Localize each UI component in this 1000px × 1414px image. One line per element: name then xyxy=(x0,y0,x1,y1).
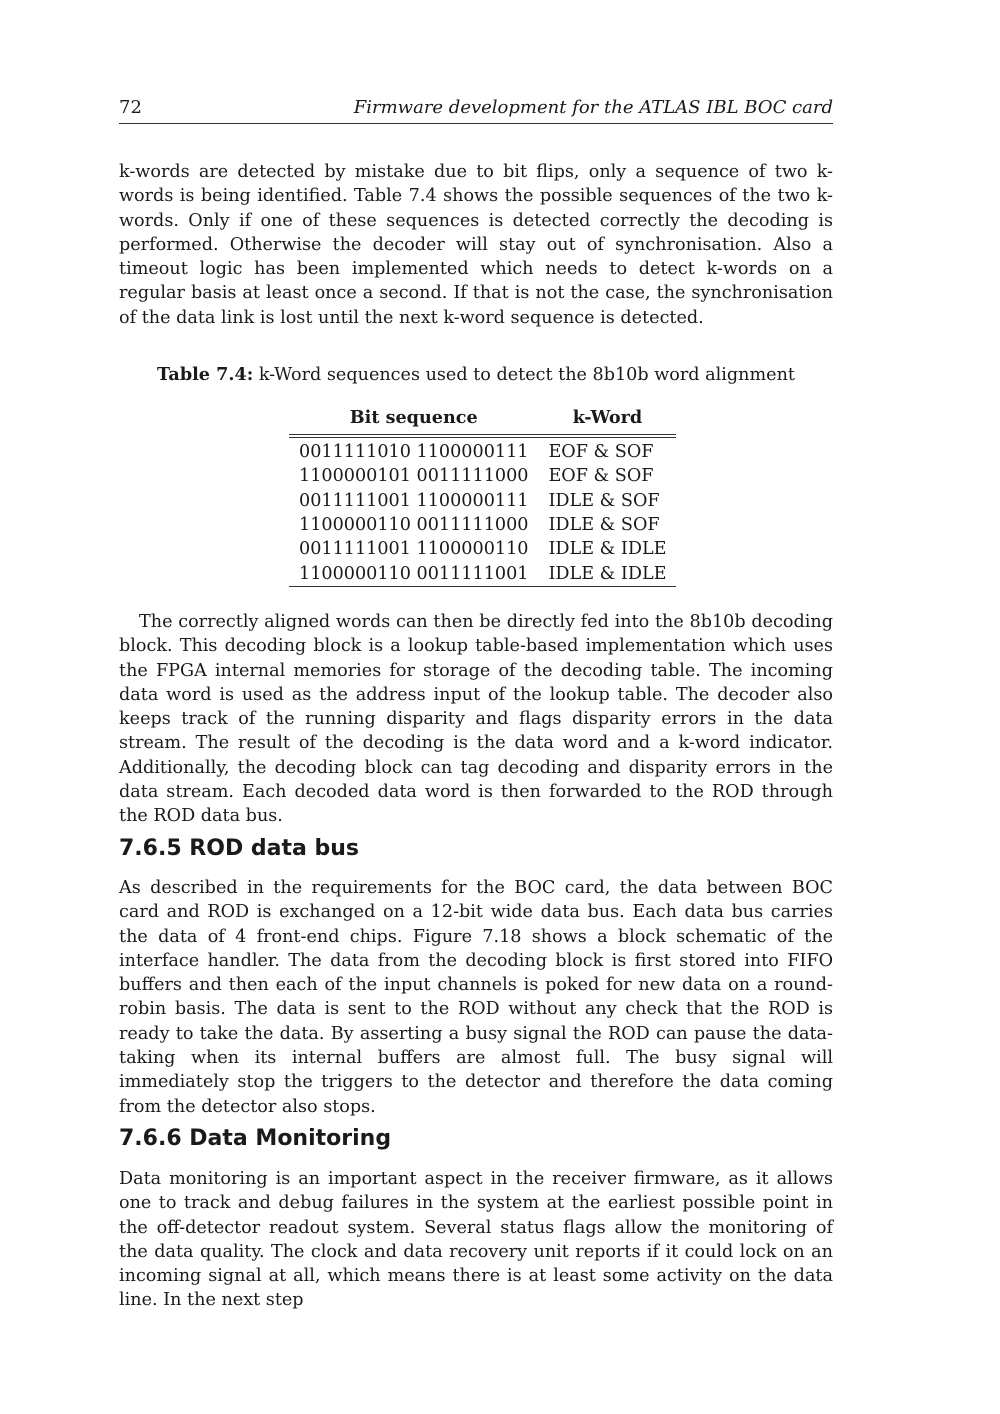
bit-sequence-cell: 1100000110 0011111000 xyxy=(299,515,529,536)
k-word-cell: IDLE & SOF xyxy=(548,515,660,536)
paragraph-rod-data-bus: As described in the requirements for the BOC card, the data between BOC card and ROD is exchanged on a 12-bit wide data bus. Each data bus carries the data of 4 front-end chips. Figure 7.18 shows a block schematic of the interface handler. The data from the decoding block is first stored into FIFO buffers and then each of the input channels is poked for new data on a round-robin basis. The data is sent to the ROD without any check that the ROD is ready to take the data. By asserting a busy signal the ROD can pause the data-taking when its internal buffers are almost full. The busy signal will immediately stop the triggers to the detector and therefore the data coming from the detector also stops. xyxy=(119,878,833,1117)
table-row xyxy=(289,464,676,488)
bit-sequence-cell: 1100000101 0011111000 xyxy=(299,466,529,487)
table-header-row xyxy=(289,404,676,436)
section-heading-data-monitoring: 7.6.6 Data Monitoring xyxy=(119,1126,392,1151)
bit-sequence-cell: 0011111010 1100000111 xyxy=(299,442,529,463)
kword-sequence-table xyxy=(289,404,676,587)
bit-sequence-cell: 1100000110 0011111001 xyxy=(289,561,538,586)
table-row xyxy=(289,436,676,464)
paragraph-data-monitoring: Data monitoring is an important aspect in the receiver firmware, as it allows one to track and debug failures in the system at the earliest possible point in the off-detector readout system. Several status flags allow the monitoring of the data quality. The clock and data recovery unit reports if it could lock on an incoming signal at all, which means there is at least some activity on the data line. In the next step xyxy=(119,1169,833,1311)
k-word-cell: EOF & SOF xyxy=(548,442,654,463)
column-header-bit-sequence: Bit sequence xyxy=(289,404,538,436)
bit-sequence-cell: 0011111001 1100000111 xyxy=(299,490,529,511)
running-title: Firmware development for the ATLAS IBL BOC card xyxy=(353,97,833,118)
k-word-cell: IDLE & SOF xyxy=(548,490,660,511)
k-word-cell: IDLE & IDLE xyxy=(538,561,676,586)
table-caption-text: k-Word sequences used to detect the 8b10b word alignment xyxy=(253,365,795,385)
k-word-cell: EOF & SOF xyxy=(548,466,654,487)
table-row xyxy=(289,537,676,561)
paragraph-kword-detection: k-words are detected by mistake due to bit flips, only a sequence of two k-words is being identified. Table 7.4 shows the possible sequences of the two k-words. Only if one of these sequences is detected correctly the decoding is performed. Otherwise the decoder will stay out of synchronisation. Also a timeout logic has been implemented which needs to detect k-words on a regular basis at least once a second. If that is not the case, the synchronisation of the data link is lost until the next k-word sequence is detected. xyxy=(119,162,833,328)
paragraph-decoding-block: The correctly aligned words can then be directly fed into the 8b10b decoding block. This decoding block is a lookup table-based implementation which uses the FPGA internal memories for storage of the decoding table. The incoming data word is used as the address input of the lookup table. The decoder also keeps track of the running disparity and flags disparity errors in the data stream. The result of the decoding is the data word and a k-word indicator. Additionally, the decoding block can tag decoding and disparity errors in the data stream. Each decoded data word is then forwarded to the ROD through the ROD data bus. xyxy=(119,612,833,827)
section-heading-rod-data-bus: 7.6.5 ROD data bus xyxy=(119,836,359,861)
table-caption-label: Table 7.4: xyxy=(157,364,254,385)
bit-sequence-cell: 0011111001 1100000110 xyxy=(299,539,529,560)
table-row xyxy=(289,561,676,586)
running-header xyxy=(119,97,833,124)
page-number: 72 xyxy=(119,97,142,118)
table-caption xyxy=(119,364,833,385)
column-header-k-word: k-Word xyxy=(538,404,676,436)
table-row xyxy=(289,489,676,513)
table-row xyxy=(289,513,676,537)
k-word-cell: IDLE & IDLE xyxy=(548,539,667,560)
